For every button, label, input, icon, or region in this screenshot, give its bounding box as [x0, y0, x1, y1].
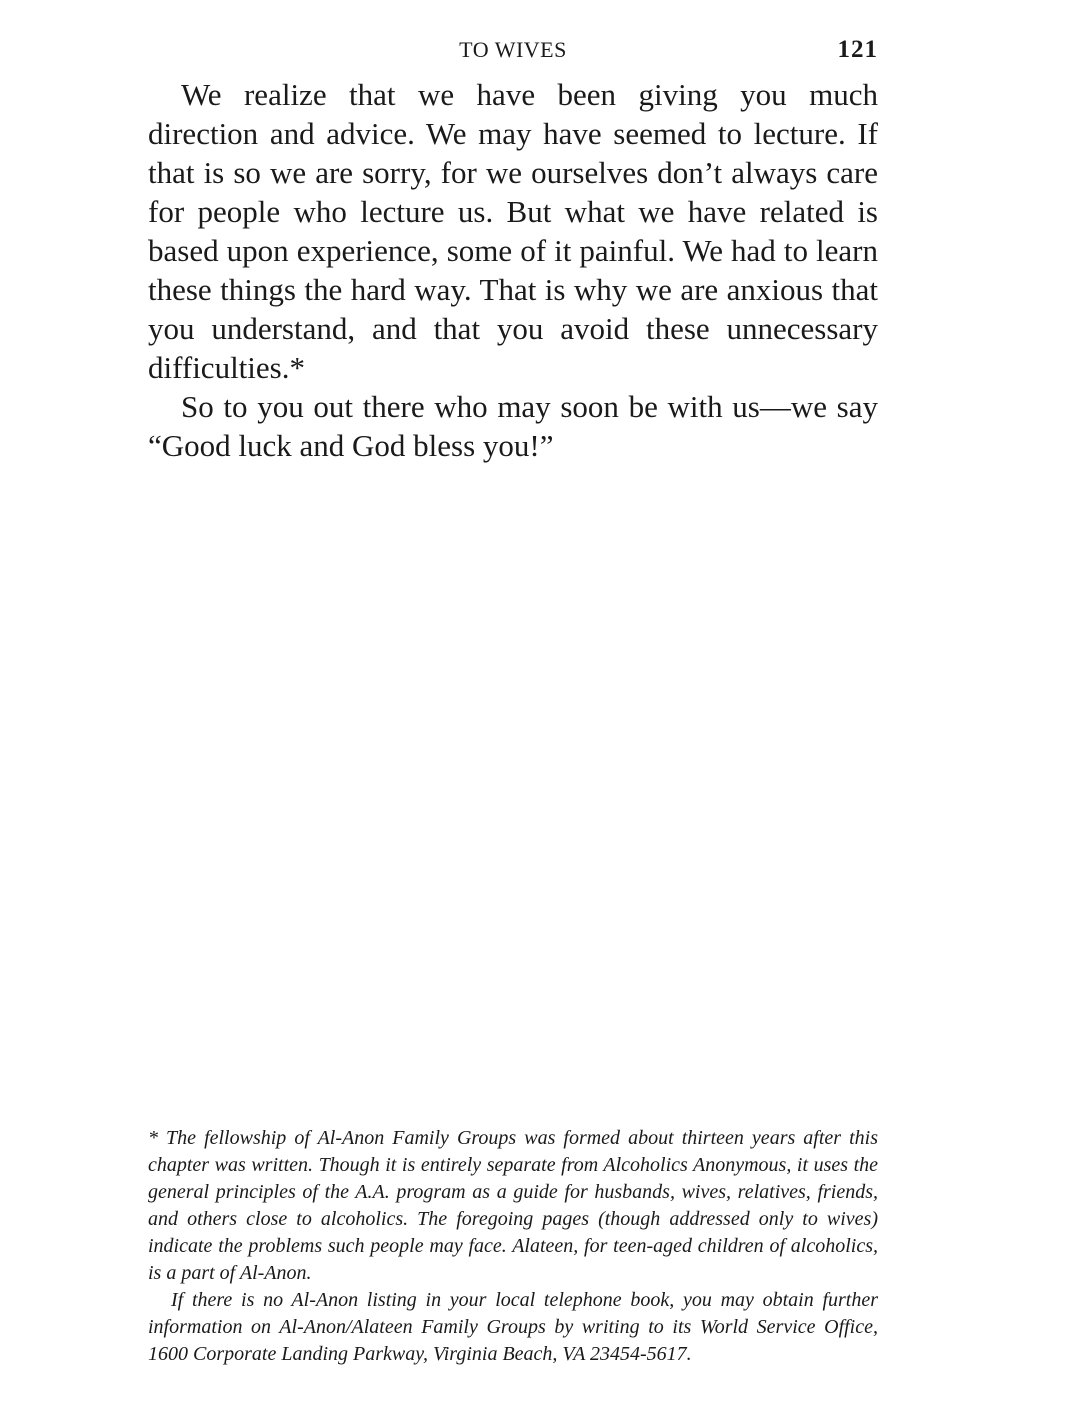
footnote-paragraph: If there is no Al-Anon listing in your local telephone book, you may obtain further information on Al-Anon/Alateen Family Groups by writing to its World Service Office, 1600 Corporate Landing Parkway, Virginia Beach, VA 23454-5617. [148, 1289, 878, 1365]
running-title: TO WIVES [459, 37, 567, 62]
body-paragraph: We realize that we have been giving you much direction and advice. We may have seemed to lecture. If that is so we are sorry, for we ourselves don’t always care for people who lecture us. But what we have related is based upon experience, some of it painful. We had to learn these things the hard way. That is why we are anxious that you understand, and that you avoid these unnecessary difficulties.* [148, 77, 878, 385]
footnote-paragraph: * The fellowship of Al-Anon Family Groups was formed about thirteen years after this chapter was written. Though it is entirely separate from Alcoholics Anonymous, it uses the general principles of the A.A. program as a guide for husbands, wives, relatives, friends, and others close to alcoholics. The foregoing pages (though addressed only to wives) indicate the problems such people may face. Alateen, for teen-aged children of alcoholics, is a part of Al-Anon. [148, 1127, 878, 1284]
running-head [148, 37, 878, 67]
page-number: 121 [837, 36, 878, 63]
body-text [148, 75, 878, 465]
footnotes [148, 1125, 878, 1368]
body-paragraph: So to you out there who may soon be with us—we say “Good luck and God bless you!” [148, 389, 878, 463]
book-page [148, 0, 878, 1411]
